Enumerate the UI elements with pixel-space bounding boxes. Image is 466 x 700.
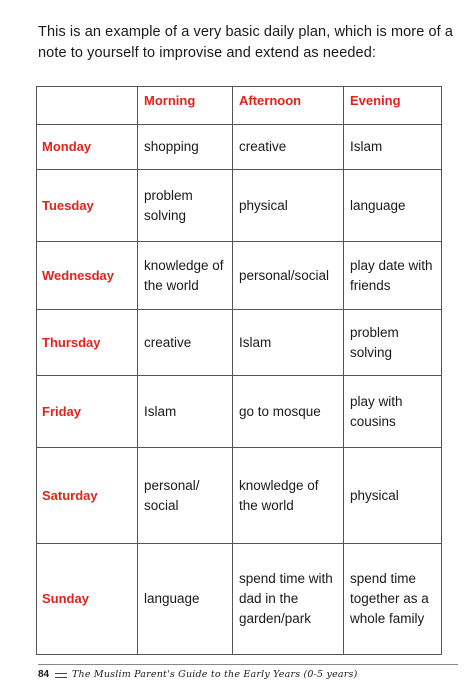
header-afternoon: Afternoon (233, 87, 344, 125)
day-cell: Wednesday (37, 242, 138, 310)
page-number: 84 (38, 669, 50, 680)
afternoon-cell: physical (233, 170, 344, 242)
footer-ornament-icon (55, 673, 67, 678)
table-row (37, 376, 442, 448)
day-cell: Friday (37, 376, 138, 448)
afternoon-cell: personal/social (233, 242, 344, 310)
table-row (37, 448, 442, 544)
table-row (37, 544, 442, 655)
evening-cell: language (344, 170, 442, 242)
morning-cell: problem solving (138, 170, 233, 242)
header-corner (37, 87, 138, 125)
afternoon-cell: spend time with dad in the garden/park (233, 544, 344, 655)
evening-cell: Islam (344, 125, 442, 170)
afternoon-cell: creative (233, 125, 344, 170)
day-cell: Monday (37, 125, 138, 170)
running-book-title: The Muslim Parent's Guide to the Early Years (0-5 years) (72, 669, 358, 680)
day-cell: Thursday (37, 310, 138, 376)
header-morning: Morning (138, 87, 233, 125)
day-cell: Sunday (37, 544, 138, 655)
evening-cell: problem solving (344, 310, 442, 376)
page-footer (38, 664, 458, 684)
table-header-row (37, 87, 442, 125)
table-row (37, 310, 442, 376)
day-cell: Saturday (37, 448, 138, 544)
morning-cell: Islam (138, 376, 233, 448)
day-cell: Tuesday (37, 170, 138, 242)
evening-cell: play with cousins (344, 376, 442, 448)
evening-cell: spend time together as a whole family (344, 544, 442, 655)
table-row (37, 170, 442, 242)
morning-cell: knowledge of the world (138, 242, 233, 310)
evening-cell: physical (344, 448, 442, 544)
daily-plan-table (36, 86, 442, 655)
morning-cell: personal/ social (138, 448, 233, 544)
morning-cell: language (138, 544, 233, 655)
intro-paragraph: This is an example of a very basic daily plan, which is more of a note to yourself to improvise and extend as needed: (38, 24, 454, 61)
header-evening: Evening (344, 87, 442, 125)
afternoon-cell: Islam (233, 310, 344, 376)
evening-cell: play date with friends (344, 242, 442, 310)
footer-rule (38, 664, 458, 665)
morning-cell: creative (138, 310, 233, 376)
table-row (37, 242, 442, 310)
afternoon-cell: knowledge of the world (233, 448, 344, 544)
morning-cell: shopping (138, 125, 233, 170)
afternoon-cell: go to mosque (233, 376, 344, 448)
table-row (37, 125, 442, 170)
